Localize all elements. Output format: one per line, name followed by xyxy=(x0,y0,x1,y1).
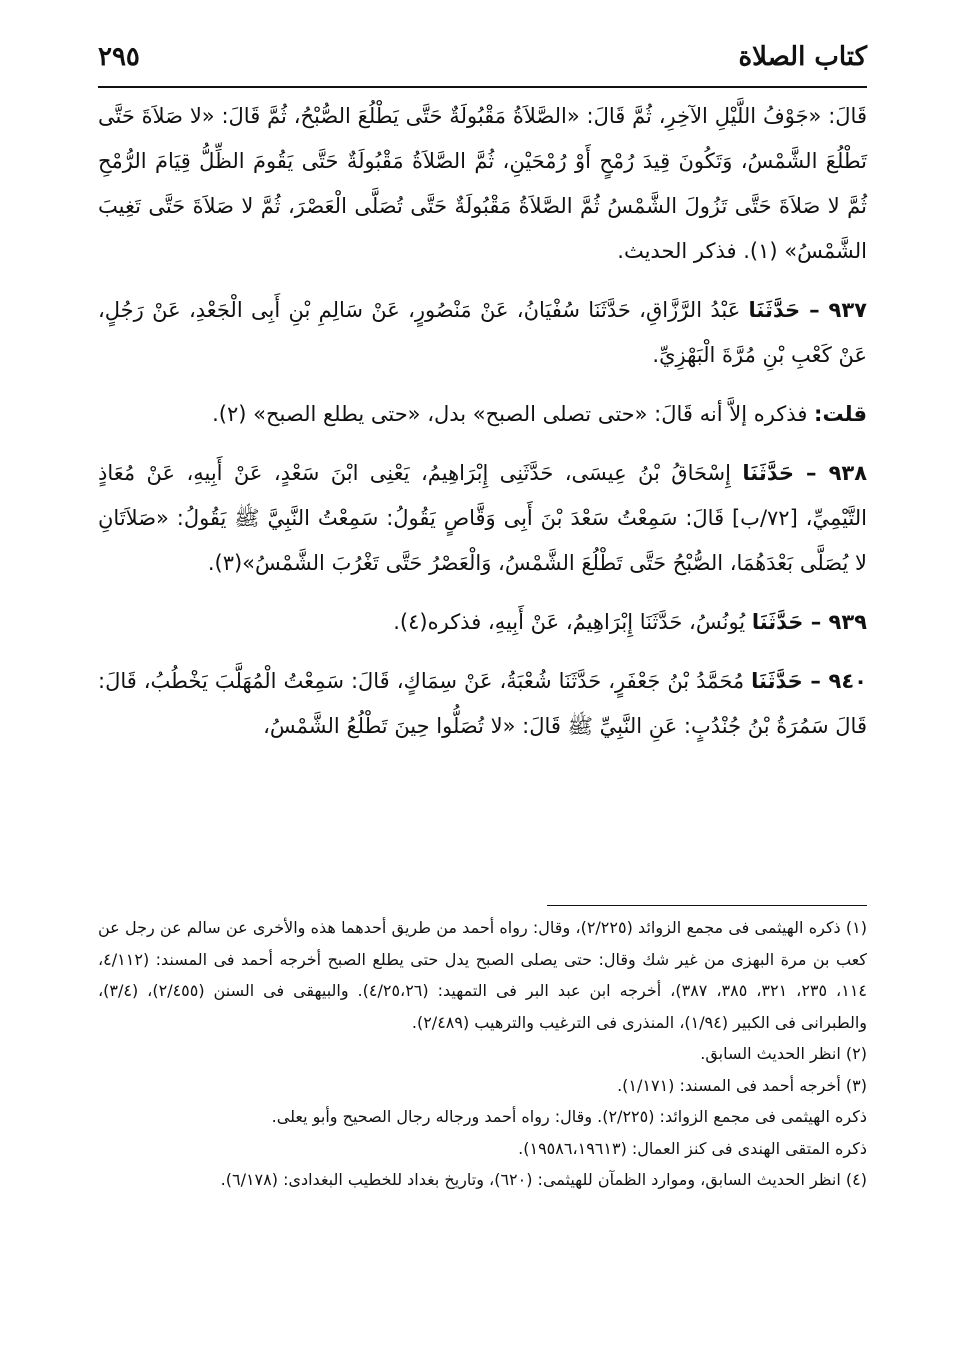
hadith-number: ٩٣٧ – حَدَّثَنَا xyxy=(748,298,867,322)
header-rule xyxy=(98,86,867,88)
running-title: كتاب الصلاة xyxy=(738,42,867,72)
footnotes xyxy=(98,912,867,1196)
note-lead: قلت: xyxy=(814,402,867,426)
paragraph-continuation xyxy=(98,94,867,274)
hadith-text: إِسْحَاقُ بْنُ عِيسَى، حَدَّثَنِى إِبْرَاهِيمُ، يَعْنِى ابْنَ سَعْدٍ، عَنْ أَبِيهِ، عَنْ مُعَاذٍ التَّيْمِيِّ، [٧٢/ب] قَالَ: سَمِعْتُ سَعْدَ بْنَ أَبِى وَقَّاصٍ يَقُولُ: سَمِعْتُ النَّبِيَّ ﷺ يَقُولُ: «صَلاَتَانِ لا يُصَلَّى بَعْدَهُمَا، الصُّبْحُ حَتَّى تَطْلُعَ الشَّمْسُ، وَالْعَصْرُ حَتَّى تَغْرُبَ الشَّمْسُ»(٣). xyxy=(98,461,867,575)
footnote-3-continuation: ذكره المتقى الهندى فى كنز العمال: (١٩٥٨٦،١٩٦١٣). xyxy=(518,1138,867,1158)
footnote-separator xyxy=(547,905,867,906)
main-text xyxy=(98,94,867,763)
hadith-940 xyxy=(98,659,867,749)
note-text: فذكره إلاَّ أنه قَالَ: «حتى تصلى الصبح» بدل، «حتى يطلع الصبح» (٢). xyxy=(212,402,815,426)
footnote-4: (٤) انظر الحديث السابق، وموارد الظمآن للهيثمى: (٦٢٠)، وتاريخ بغداد للخطيب البغدادى: (٦/١٧٨). xyxy=(220,1170,867,1189)
hadith-number: ٩٣٩ – حَدَّثَنَا xyxy=(751,610,867,634)
hadith-text: مُحَمَّدُ بْنُ جَعْفَرٍ، حَدَّثَنَا شُعْبَةُ، عَنْ سِمَاكٍ، قَالَ: سَمِعْتُ الْمُهَلَّبَ يَخْطُبُ، قَالَ: قَالَ سَمُرَةُ بْنُ جُنْدُبٍ: عَنِ النَّبِيِّ ﷺ قَالَ: «لا تُصَلُّوا حِينَ تَطْلُعُ الشَّمْسُ، xyxy=(98,669,867,738)
hadith-937 xyxy=(98,288,867,378)
hadith-938 xyxy=(98,451,867,586)
hadith-number: ٩٤٠ – حَدَّثَنَا xyxy=(751,669,867,693)
editor-note xyxy=(98,392,867,437)
hadith-939 xyxy=(98,600,867,645)
footnote-3-continuation: ذكره الهيثمى فى مجمع الزوائد: (٢/٢٢٥). وقال: رواه أحمد ورجاله رجال الصحيح وأبو يعلى. xyxy=(271,1107,867,1126)
hadith-text: عَبْدُ الرَّزَّاقِ، حَدَّثَنَا سُفْيَانُ، عَنْ مَنْصُورٍ، عَنْ سَالِمِ بْنِ أَبِى الْجَعْدِ، عَنْ رَجُلٍ، عَنْ كَعْبِ بْنِ مُرَّةَ الْبَهْزِيِّ. xyxy=(98,298,867,367)
paragraph-text: قَالَ: «جَوْفُ اللَّيْلِ الآخِرِ، ثُمَّ قَالَ: «الصَّلاَةُ مَقْبُولَةٌ حَتَّى يَطْلُعَ الصُّبْحُ، ثُمَّ قَالَ: «لا صَلاَةَ حَتَّى تَطْلُعَ الشَّمْسُ، وَتَكُونَ قِيدَ رُمْحٍ أَوْ رُمْحَيْنِ، ثُمَّ الصَّلاَةُ مَقْبُولَةٌ حَتَّى يَقُومَ الظِّلُّ قِيَامَ الرُّمْحِ ثُمَّ لا صَلاَةَ حَتَّى تَزُولَ الشَّمْسُ ثُمَّ الصَّلاَةُ مَقْبُولَةٌ حَتَّى تُصَلَّى الْعَصْرَ، ثُمَّ لا صَلاَةَ حَتَّى تَغِيبَ الشَّمْسُ» (١). فذكر الحديث. xyxy=(98,104,867,263)
running-header xyxy=(98,38,867,82)
hadith-number: ٩٣٨ – حَدَّثَنَا xyxy=(742,461,868,485)
footnote-3: (٣) أخرجه أحمد فى المسند: (١/١٧١). xyxy=(617,1075,867,1095)
page-number: ٢٩٥ xyxy=(98,42,140,72)
hadith-text: يُونُسُ، حَدَّثَنَا إِبْرَاهِيمُ، عَنْ أَبِيهِ، فذكره(٤). xyxy=(393,610,752,634)
footnote-1: (١) ذكره الهيثمى فى مجمع الزوائد (٢/٢٢٥)، وقال: رواه أحمد من طريق أحدهما هذه والأخرى عن سالم عن رجل عن كعب بن مرة البهزى من غير شك وقال: حتى يصلى الصبح يدل حتى يطلع الصبح أخرجه أحمد فى المسند: (٤/١١٢، ١١٤، ٢٣٥، ٣٢١، ٣٨٥، ٣٨٧)، أخرجه ابن عبد البر فى التمهيد: (٤/٢٥،٢٦). والبيهقى فى السنن (٢/٤٥٥)، (٣/٤)، والطبرانى فى الكبير (١/٩٤)، المنذرى فى الترغيب والترهيب (٢/٤٨٩). xyxy=(98,918,867,1032)
footnote-2: (٢) انظر الحديث السابق. xyxy=(700,1044,867,1063)
